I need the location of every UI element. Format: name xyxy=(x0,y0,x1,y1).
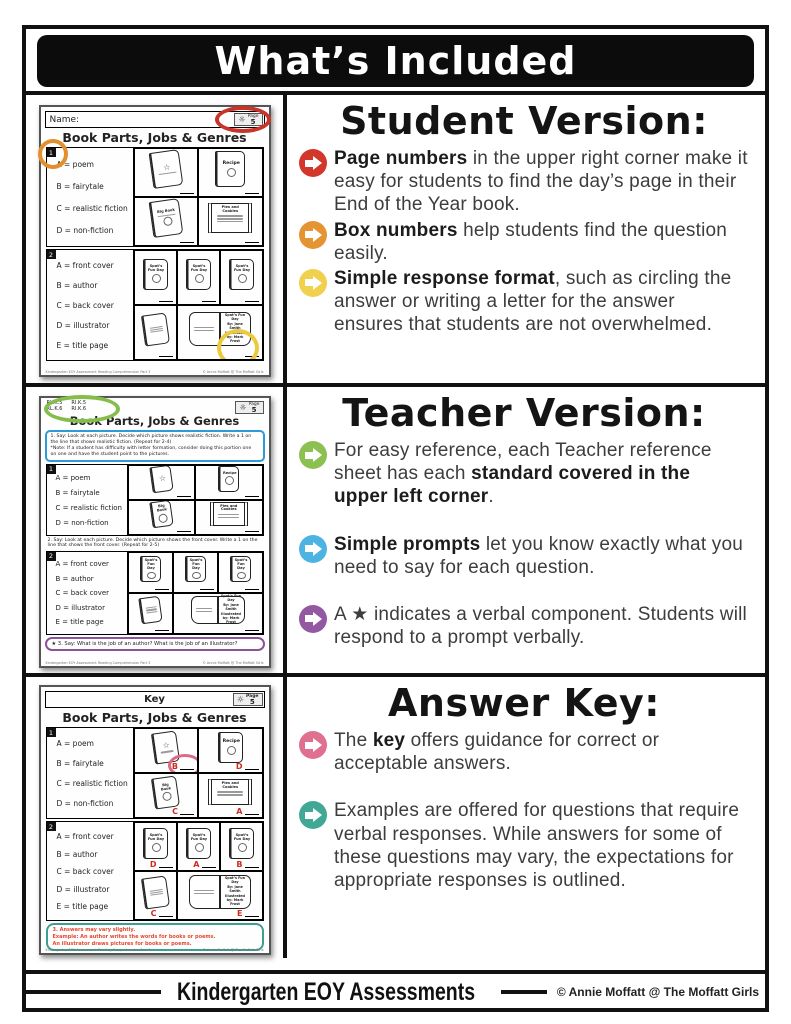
bullet-text: Page numbers in the upper right corner make it easy for students to find the day’s page in their End of the Year book. xyxy=(334,148,748,216)
doodle xyxy=(162,216,172,226)
bullet-item xyxy=(299,729,749,775)
question-1-pictures xyxy=(127,465,263,535)
answer-blank xyxy=(245,297,259,302)
question-2-pictures xyxy=(133,822,263,920)
spot-book-image: Spot’s Fun Day xyxy=(229,828,254,859)
option: B = fairytale xyxy=(56,182,104,192)
answer-blank xyxy=(159,297,173,302)
spot-book-image: Spot’s Fun Day xyxy=(143,828,168,859)
answer-letter: C xyxy=(172,807,178,816)
box-number-2: 2 xyxy=(47,250,56,259)
doodle xyxy=(195,274,204,283)
spot-book-image: Spot’s Fun Day xyxy=(186,259,211,290)
answers-may-vary-box: 3. Answers may vary slightly. Example: An author writes the words for books or poems. An illustrator draws pictures for books or poems. xyxy=(46,923,264,951)
worksheet-name-row xyxy=(45,111,265,128)
back-cover-book-image xyxy=(140,875,169,909)
bullet-text: A ★ indicates a verbal component. Students will respond to a prompt verbally. xyxy=(334,603,747,649)
recipe-book-image: Recipe xyxy=(215,151,245,187)
answer-key-worksheet-thumbnail xyxy=(39,685,271,955)
back-cover-book-image xyxy=(140,312,169,346)
doodle xyxy=(227,168,236,177)
recipe-book-image: Recipe xyxy=(218,732,243,763)
spot-book-image: Spot’s Fun Day xyxy=(229,259,254,290)
answer-blank xyxy=(180,189,194,194)
doodle xyxy=(238,274,247,283)
red-arrow-icon xyxy=(299,149,327,177)
picture-cell xyxy=(220,250,263,305)
picture-cell xyxy=(134,250,177,305)
answer-blank xyxy=(155,626,169,631)
purple-arrow-icon xyxy=(299,605,327,633)
picture-cell xyxy=(134,305,177,360)
blue-arrow-icon xyxy=(299,535,327,563)
question-2-pictures xyxy=(133,250,263,360)
worksheet-footer: Kindergarten EOY Assessment Reading Comprehension Part 3 © Annie Moffatt @ The Moffatt Girls xyxy=(45,661,264,665)
open-book-image: Spot’s Fun Day By: Jane Smith Illustrated by: Mark Frost xyxy=(189,875,251,909)
text-line-decoration xyxy=(194,330,214,331)
answer-blank xyxy=(159,863,173,868)
worksheet-footer: Kindergarten EOY Assessment Reading Comprehension Part 3 © Annie Moffatt @ The Moffatt Girls xyxy=(45,948,264,952)
question-1-options xyxy=(47,148,133,246)
answer-blank xyxy=(245,626,259,631)
answer-key-row xyxy=(26,677,765,958)
bullet-text: Box numbers help students find the question easily. xyxy=(334,219,728,264)
prompt-1-note: *Note: If a student has difficulty with letter formation, consider doing this portion one on one and have the student point to the pictures. xyxy=(50,445,252,457)
worksheet-title: Book Parts, Jobs & Genres xyxy=(69,414,240,428)
page-number-badge: ☼ Page 5 xyxy=(235,401,263,414)
text-line-decoration xyxy=(194,327,214,328)
worksheet-title: Book Parts, Jobs & Genres xyxy=(62,710,247,725)
answer-blank xyxy=(200,585,214,590)
bullet-item xyxy=(299,799,749,892)
question-1-box: 1 A = poem B = fairytale C = realistic fiction D = non-fiction ☆ Recipe Big Book Pies and Cookies xyxy=(46,464,264,536)
answer-letter: B xyxy=(171,762,178,771)
answer-blank xyxy=(245,189,259,194)
option: A = poem xyxy=(56,160,94,170)
answer-blank xyxy=(245,527,259,532)
bullet-item xyxy=(299,533,749,579)
answer-key-section xyxy=(287,677,765,958)
page-title: What’s Included xyxy=(214,39,577,83)
bullet-item xyxy=(299,147,749,217)
doodle xyxy=(152,274,161,283)
bullet-text: For easy reference, each Teacher reference sheet has each standard covered in the upper left corner. xyxy=(334,440,712,508)
spot-book-image: Spot’s Fun Day xyxy=(185,556,206,582)
teacher-worksheet-thumbnail xyxy=(39,396,271,668)
big-book-image: Big Book xyxy=(149,500,173,528)
key-header-row xyxy=(45,691,265,708)
question-1-box: 1 A = poem B = fairytale C = realistic fiction D = non-fiction ☆ B Recipe D Big Book C Pies and Cookies A xyxy=(46,727,264,819)
page-number-badge xyxy=(234,113,262,126)
section-title: Answer Key: xyxy=(388,681,660,725)
answer-letter: C xyxy=(150,909,157,918)
option: B = author xyxy=(56,281,98,291)
answer-letter: E xyxy=(237,909,243,918)
answer-letter: D xyxy=(235,762,243,771)
option: A = front cover xyxy=(56,261,114,271)
text-line-decoration xyxy=(217,221,243,222)
bullet-item xyxy=(299,603,749,649)
question-1-pictures xyxy=(133,148,263,246)
bullet-text: Simple response format, such as circling the answer or writing a letter for the answer ensures that students are not overwhelmed. xyxy=(334,267,732,336)
worksheet-title: Book Parts, Jobs & Genres xyxy=(62,130,247,145)
open-book-image: Spot’s Fun Day By: Jane Smith Illustrated by: Mark Frost xyxy=(191,596,245,624)
storybook-cover-image: ☆ xyxy=(151,730,180,764)
worksheet-footer: Kindergarten EOY Assessment Reading Comprehension Part 3 © Annie Moffatt @ The Moffatt Girls xyxy=(45,370,264,374)
answer-blank xyxy=(245,810,259,815)
bullet-item xyxy=(299,267,749,337)
open-book-image: Spot’s Fun Day By: Jane Smith Illustrated by: Mark Frost xyxy=(189,312,251,346)
answer-blank xyxy=(245,492,259,497)
page-frame xyxy=(22,25,769,1012)
pies-and-cookies-scroll-image: Pies and Cookies xyxy=(210,502,248,526)
question-1-options: A = poem B = fairytale C = realistic fiction D = non-fiction xyxy=(56,739,128,809)
name-label: Name: xyxy=(49,114,80,125)
orange-arrow-icon xyxy=(299,221,327,249)
option: E = title page xyxy=(56,341,109,351)
bullet-text: Simple prompts let you know exactly what you need to say for each question. xyxy=(334,533,744,578)
lightbulb-icon: ☼ xyxy=(236,694,244,704)
answer-blank xyxy=(177,527,191,532)
spot-book-image: Spot’s Fun Day xyxy=(186,828,211,859)
teacher-version-section xyxy=(287,387,765,673)
question-2-box: 2 A = front cover B = author C = back cover D = illustrator E = title page Spot’s Fun Day Spot’s Fun Day Spot’s Fun Day Spot’s Fun Day By: Jane Smith Illustrated by: Mark Frost xyxy=(46,551,264,635)
green-arrow-icon xyxy=(299,441,327,469)
text-line-decoration xyxy=(159,171,177,175)
copyright-text: © Annie Moffatt @ The Moffatt Girls xyxy=(556,985,759,999)
spot-book-image: Spot’s Fun Day xyxy=(230,556,251,582)
pink-arrow-icon xyxy=(299,731,327,759)
picture-cell xyxy=(177,250,220,305)
picture-cell xyxy=(134,197,199,246)
teacher-prompt-3-box: ★ 3. Say: What is the job of an author? What is the job of an illustrator? xyxy=(45,637,265,651)
teacher-version-row xyxy=(26,387,765,677)
option: C = back cover xyxy=(56,301,114,311)
lightbulb-icon: ☼ xyxy=(238,114,246,124)
footer-rule-middle xyxy=(501,990,547,994)
option: D = illustrator xyxy=(56,321,110,331)
answer-blank xyxy=(245,352,259,357)
answer-blank xyxy=(245,912,259,917)
answer-blank xyxy=(180,765,194,770)
section-title: Teacher Version: xyxy=(342,391,706,435)
bullet-text: The key offers guidance for correct or acceptable answers. xyxy=(334,730,660,775)
question-1-options: A = poem B = fairytale C = realistic fiction D = non-fiction xyxy=(55,473,122,527)
brand-title: Kindergarten EOY Assessments xyxy=(176,977,475,1006)
teacher-prompt-2: 2. Say: Look at each picture. Decide which picture shows the front cover. Write a 1 on the line that shows the front cover. (Repeat for 2-5) xyxy=(47,537,258,549)
big-book-image: Big Book xyxy=(148,198,183,238)
content-grid xyxy=(26,91,765,974)
question-2-options: A = front cover B = author C = back cover D = illustrator E = title page xyxy=(56,832,114,912)
question-1-box xyxy=(46,147,264,247)
question-2-options xyxy=(47,250,133,360)
lightbulb-icon: ☼ xyxy=(239,402,247,412)
storybook-cover-image xyxy=(148,149,183,189)
footer-rule-left xyxy=(26,990,161,994)
answer-blank xyxy=(180,238,194,243)
answer-key-thumbnail-cell xyxy=(26,677,287,958)
answer-blank xyxy=(245,238,259,243)
picture-cell xyxy=(134,148,199,197)
option: C = realistic fiction xyxy=(56,204,128,214)
star-doodle: ☆ xyxy=(162,162,171,173)
question-2-box: 2 A = front cover B = author C = back cover D = illustrator E = title page Spot’s Fun Day D Spot’s Fun Day A Spot’s Fun Day B C Spot’s Fun Day By: Jane Smith Illustrated by: Mark Frost E xyxy=(46,821,264,921)
answer-blank xyxy=(202,863,216,868)
header-banner xyxy=(37,35,754,87)
key-label: Key xyxy=(144,694,165,705)
teacher-thumbnail-cell xyxy=(26,387,287,673)
answer-blank xyxy=(245,585,259,590)
student-version-row xyxy=(26,95,765,387)
pies-and-cookies-scroll-image: Pies and Cookies xyxy=(208,203,252,233)
prompt-1-text: 1. Say: Look at each picture. Decide which picture shows realistic fiction. Write a 1 on the line that shows realistic fiction. (Repeat for 2-4) xyxy=(50,434,252,445)
answer-letter: D xyxy=(149,860,157,869)
answer-blank xyxy=(180,810,194,815)
spot-book-image: Spot’s Fun Day xyxy=(143,259,168,290)
answer-blank xyxy=(155,585,169,590)
answer-letter: A xyxy=(193,860,200,869)
page-badge-label: Page xyxy=(247,114,259,119)
back-cover-book-image xyxy=(138,595,162,624)
yellow-arrow-icon xyxy=(299,269,327,297)
recipe-book-image: Recipe xyxy=(218,466,239,492)
box-number-1: 1 xyxy=(47,148,56,157)
teal-arrow-icon xyxy=(299,801,327,829)
answer-blank xyxy=(202,297,216,302)
page-number-badge: ☼ Page 5 xyxy=(233,693,263,706)
standards-block: RL.K.5 RI.K.5 RL.K.6 RI.K.6 xyxy=(47,401,87,412)
question-2-box xyxy=(46,249,264,361)
picture-cell xyxy=(198,197,263,246)
pies-and-cookies-scroll-image: Pies and Cookies xyxy=(208,779,252,805)
bullet-text: Examples are offered for questions that require verbal responses. While answers for some of these questions may vary, the expectations for appropriate responses is outlined. xyxy=(334,800,740,891)
answer-blank xyxy=(159,912,173,917)
picture-cell xyxy=(177,305,263,360)
question-2-pictures xyxy=(127,552,263,634)
big-book-image: Big Book xyxy=(151,775,180,809)
option: D = non-fiction xyxy=(56,226,114,236)
answer-blank xyxy=(159,352,173,357)
brand-footer xyxy=(26,976,765,1008)
text-line-decoration xyxy=(217,215,243,216)
question-1-pictures xyxy=(133,728,263,818)
spot-book-image: Spot’s Fun Day xyxy=(140,556,161,582)
question-2-options: A = front cover B = author C = back cover D = illustrator E = title page xyxy=(55,560,110,627)
answer-blank xyxy=(245,765,259,770)
student-version-section xyxy=(287,95,765,383)
text-line-decoration xyxy=(217,218,243,219)
teacher-prompt-1-box xyxy=(45,430,265,462)
student-thumbnail-cell xyxy=(26,95,287,383)
answer-letter: A xyxy=(236,807,243,816)
bullet-item xyxy=(299,439,749,509)
answer-blank xyxy=(245,863,259,868)
page-badge-number: 5 xyxy=(250,117,256,126)
storybook-cover-image: ☆ xyxy=(149,465,173,493)
student-worksheet-thumbnail xyxy=(39,105,271,377)
answer-blank xyxy=(177,492,191,497)
answer-letter: B xyxy=(236,860,243,869)
bullet-item xyxy=(299,219,749,265)
section-title: Student Version: xyxy=(340,99,708,143)
picture-cell xyxy=(198,148,263,197)
